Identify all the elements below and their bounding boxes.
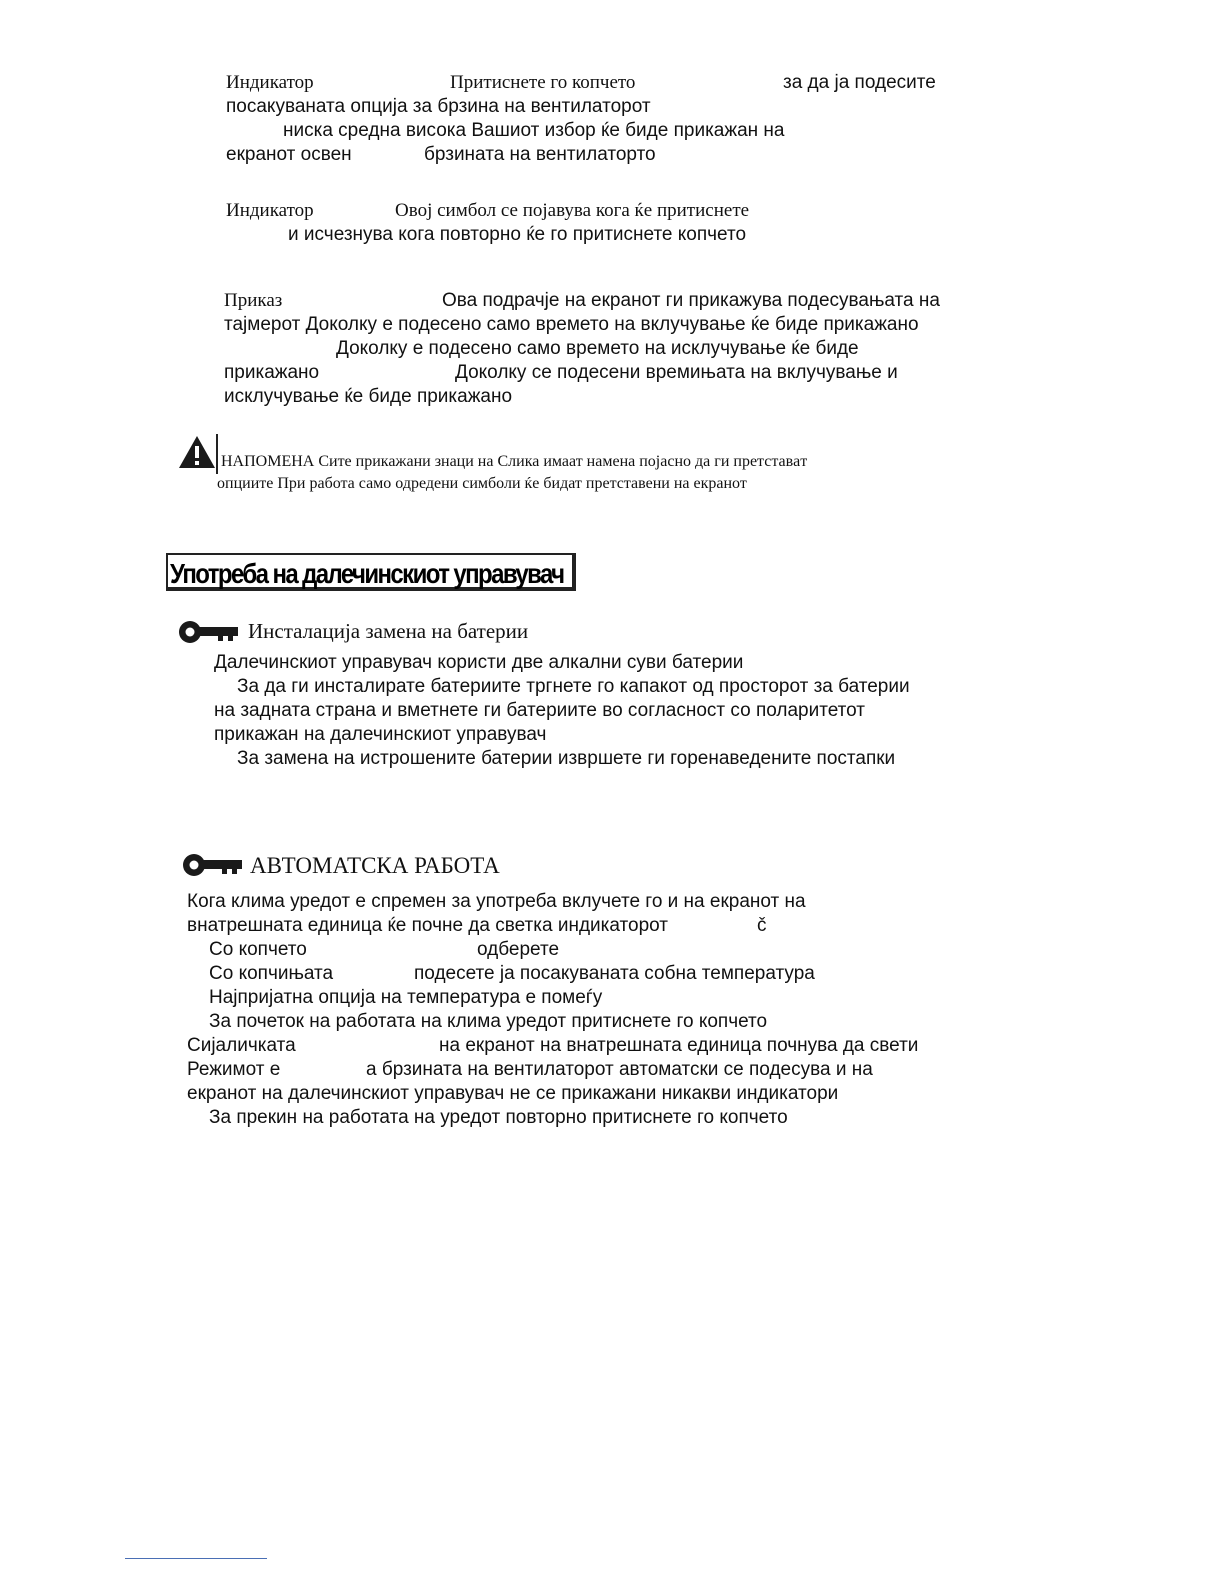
auto-line3a: Со копчето: [209, 939, 307, 960]
auto-line10: За прекин на работата на уредот повторно притиснете го копчето: [209, 1107, 788, 1128]
auto-line2b: č: [757, 915, 767, 936]
warning-icon: [177, 434, 217, 470]
note-line1: НАПОМЕНА Сите прикажани знаци на Слика имаат намена појасно да ги претставaт: [221, 453, 808, 470]
symbol-indicator-line2: и исчезнува кога повторно ќе го притиснете копчето: [288, 224, 747, 245]
auto-line2a: внатрешната единица ќе почне да светка индикаторот: [187, 915, 668, 936]
auto-line8b: а брзината на вентилаторот автоматски се подесува и на: [366, 1059, 873, 1080]
symbol-indicator-line1: Овој симбол се појавува кога ќе притиснете: [395, 200, 750, 221]
auto-line5: Најпријатна опција на температура е помеѓу: [209, 987, 603, 1008]
symbol-indicator-label: Индикатор: [226, 200, 314, 221]
section-heading: Употреба на далечинскиот управувач: [170, 559, 564, 591]
footnote-rule: [125, 1558, 267, 1559]
timer-display-line4b: Доколку се подесени времињата на вклучување и: [455, 362, 898, 383]
batteries-line4: прикажан на далечинскиот управувач: [214, 724, 547, 745]
auto-line4a: Со копчињата: [209, 963, 334, 984]
auto-line9: екранот на далечинскиот управувач не се прикажани никакви индикатори: [187, 1083, 839, 1104]
auto-line3b: одберете: [477, 939, 560, 960]
auto-line1: Кога клима уредот е спремен за употреба вклучете го и на екранот на: [187, 891, 806, 912]
fan-indicator-line4b: брзината на вентилаторто: [424, 144, 656, 165]
timer-display-line3: Доколку е подесено само времето на исклучување ќе биде: [336, 338, 859, 359]
batteries-line2: За да ги инсталирате батериите тргнете го капакот од просторот за батерии: [237, 676, 910, 697]
auto-line7a: Сијаличката: [187, 1035, 296, 1056]
batteries-line1: Далечинскиот управувач користи две алкални суви батерии: [214, 652, 744, 673]
timer-display-line1: Ова подрачје на екранот ги прикажува подесувањата на: [442, 290, 940, 311]
auto-line8a: Режимот е: [187, 1059, 281, 1080]
timer-display-label: Приказ: [224, 290, 283, 311]
fan-indicator-line4a: екранот освен: [226, 144, 352, 165]
fan-indicator-line1-tail: за да ја подесите: [783, 72, 936, 93]
fan-indicator-line3: ниска средна висока Вашиот избор ќе биде прикажан на: [283, 120, 785, 141]
batteries-line3: на задната страна и вметнете ги батериите во согласност со поларитетот: [214, 700, 866, 721]
batteries-line5: За замена на истрошените батерии извршете ги горенаведените постапки: [237, 748, 896, 769]
timer-display-line4a: прикажано: [224, 362, 320, 383]
section-heading-box: [166, 553, 576, 591]
note-line2: опциите При работа само одредени симболи ќе бидат претставени на екранот: [217, 475, 747, 492]
batteries-title: Инсталација замена на батерии: [248, 619, 529, 643]
timer-display-line5: исклучување ќе биде прикажано: [224, 386, 513, 407]
auto-title: АВТОМАТСКА РАБОТА: [250, 853, 500, 878]
fan-indicator-line2: посакуваната опција за брзина на вентилаторот: [226, 96, 651, 117]
timer-display-line2: тајмерот Доколку е подесено само времето на вклучување ќе биде прикажано: [224, 314, 919, 335]
fan-indicator-instruction: Притиснете го копчето: [450, 72, 636, 93]
key-icon: [180, 851, 244, 879]
note-divider: [216, 434, 218, 474]
auto-line7b: на екранот на внатрешната единица почнува да свети: [439, 1035, 919, 1056]
auto-line4b: подесете ја посакуваната собна температура: [414, 963, 815, 984]
key-icon: [176, 618, 240, 646]
fan-indicator-label: Индикатор: [226, 72, 314, 93]
auto-line6: За почеток на работата на клима уредот притиснете го копчето: [209, 1011, 768, 1032]
